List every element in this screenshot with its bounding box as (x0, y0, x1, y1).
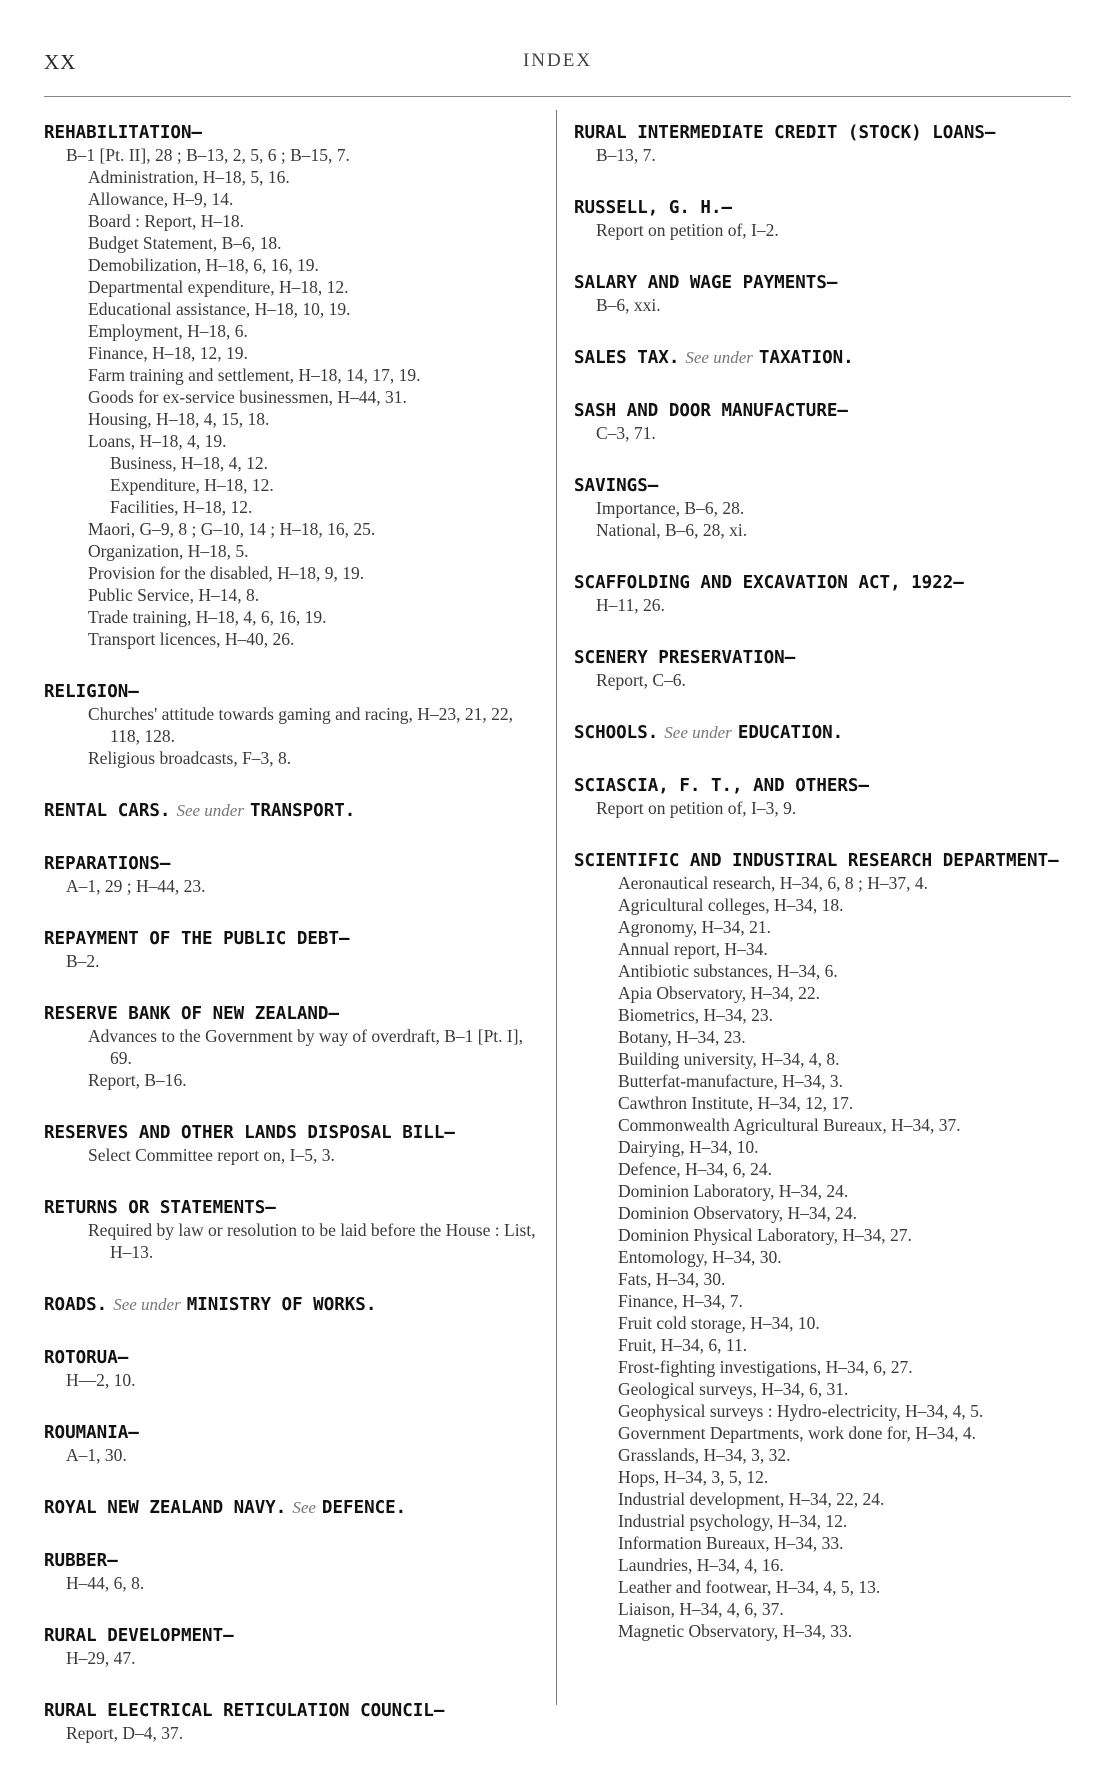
sub-entry: Churches' attitude towards gaming and racing, H–23, 21, 22, 118, 128. (88, 704, 514, 746)
entry-reference: C–3, 71. (596, 423, 656, 443)
heading-text: SCIENTIFIC AND INDUSTIRAL RESEARCH DEPARTMENT— (574, 851, 1059, 871)
column-divider (556, 110, 557, 1705)
heading-text: SCHOOLS. (574, 723, 659, 743)
sub-entry: Botany, H–34, 23. (618, 1027, 746, 1047)
right-column (574, 122, 1072, 1673)
sub-entry: Transport licences, H–40, 26. (88, 629, 295, 649)
heading-text: SCIASCIA, F. T., AND OTHERS— (574, 776, 870, 796)
index-entry (574, 400, 1072, 444)
sub-entry: Dominion Laboratory, H–34, 24. (618, 1181, 849, 1201)
entry-reference: Importance, B–6, 28. (596, 498, 745, 518)
heading-text: RENTAL CARS. (44, 801, 171, 821)
sub-entry: Government Departments, work done for, H–34, 4. (618, 1423, 976, 1443)
sub-entry: Board : Report, H–18. (88, 211, 245, 231)
heading-text: RURAL ELECTRICAL RETICULATION COUNCIL— (44, 1701, 445, 1721)
sub-entry: Educational assistance, H–18, 10, 19. (88, 299, 351, 319)
heading-text: ROUMANIA— (44, 1423, 139, 1443)
header-rule (44, 96, 1071, 97)
sub-entry: Geological surveys, H–34, 6, 31. (618, 1379, 849, 1399)
sub-entry: Required by law or resolution to be laid before the House : List, H–13. (88, 1220, 536, 1262)
sub-entry: Information Bureaux, H–34, 33. (618, 1533, 844, 1553)
entry-heading (574, 850, 1072, 872)
index-entry (44, 1003, 544, 1091)
entry-heading (574, 475, 1072, 497)
sub-entry: Fats, H–34, 30. (618, 1269, 726, 1289)
heading-text: SAVINGS— (574, 476, 659, 496)
index-entry (574, 572, 1072, 616)
see-reference: See under (664, 723, 732, 742)
index-entry (44, 122, 544, 650)
entry-heading (44, 1625, 544, 1647)
sub-entry: Religious broadcasts, F–3, 8. (88, 748, 292, 768)
index-entry (44, 1122, 544, 1166)
index-entry (574, 347, 1072, 369)
heading-text: REHABILITATION— (44, 123, 203, 143)
index-entry (44, 1625, 544, 1669)
heading-text: ROADS. (44, 1295, 108, 1315)
left-column (44, 122, 544, 1775)
sub-entry: Organization, H–18, 5. (88, 541, 249, 561)
running-head: INDEX (522, 50, 593, 71)
index-entry (44, 681, 544, 769)
sub-entry: Magnetic Observatory, H–34, 33. (618, 1621, 853, 1641)
sub-entry: Geophysical surveys : Hydro-electricity, H–34, 4, 5. (618, 1401, 984, 1421)
see-reference: See under (176, 801, 244, 820)
heading-text: RUSSELL, G. H.— (574, 198, 733, 218)
see-target: TRANSPORT. (249, 801, 356, 821)
index-entry (44, 1294, 544, 1316)
see-reference: See (292, 1498, 316, 1517)
index-entry (44, 853, 544, 897)
see-target: MINISTRY OF WORKS. (186, 1295, 377, 1315)
heading-text: RESERVE BANK OF NEW ZEALAND— (44, 1004, 340, 1024)
sub-entry: Advances to the Government by way of overdraft, B–1 [Pt. I], 69. (88, 1026, 523, 1068)
entry-reference: A–1, 29 ; H–44, 23. (66, 876, 206, 896)
sub-entry: Facilities, H–18, 12. (110, 497, 253, 517)
see-reference: See under (685, 348, 753, 367)
entry-heading (44, 1122, 544, 1144)
heading-text: SALES TAX. (574, 348, 680, 368)
entry-heading (574, 722, 1072, 744)
sub-entry: Frost-fighting investigations, H–34, 6, 27. (618, 1357, 913, 1377)
heading-text: SALARY AND WAGE PAYMENTS— (574, 273, 838, 293)
sub-entry: Dominion Physical Laboratory, H–34, 27. (618, 1225, 912, 1245)
sub-entry: Apia Observatory, H–34, 22. (618, 983, 821, 1003)
sub-entry: Demobilization, H–18, 6, 16, 19. (88, 255, 319, 275)
sub-entry: Defence, H–34, 6, 24. (618, 1159, 773, 1179)
index-entry (44, 800, 544, 822)
entry-heading (44, 122, 544, 144)
sub-entry: Loans, H–18, 4, 19. (88, 431, 227, 451)
heading-text: RURAL INTERMEDIATE CREDIT (STOCK) LOANS— (574, 123, 996, 143)
entry-reference: H–11, 26. (596, 595, 665, 615)
sub-entry: Trade training, H–18, 4, 6, 16, 19. (88, 607, 327, 627)
sub-entry: Public Service, H–14, 8. (88, 585, 260, 605)
sub-entry: Administration, H–18, 5, 16. (88, 167, 290, 187)
sub-entry: Aeronautical research, H–34, 6, 8 ; H–37, 4. (618, 873, 929, 893)
heading-text: SCENERY PRESERVATION— (574, 648, 796, 668)
sub-entry: Fruit cold storage, H–34, 10. (618, 1313, 820, 1333)
page-number: XX (44, 50, 77, 74)
sub-entry: Industrial development, H–34, 22, 24. (618, 1489, 885, 1509)
sub-entry: Allowance, H–9, 14. (88, 189, 234, 209)
entry-reference: H—2, 10. (66, 1370, 136, 1390)
entry-heading (44, 1294, 544, 1316)
entry-heading (44, 1550, 544, 1572)
sub-entry: Dairying, H–34, 10. (618, 1137, 759, 1157)
heading-text: REPAYMENT OF THE PUBLIC DEBT— (44, 929, 350, 949)
sub-entry: Cawthron Institute, H–34, 12, 17. (618, 1093, 854, 1113)
sub-entry: Dominion Observatory, H–34, 24. (618, 1203, 857, 1223)
entry-heading (574, 647, 1072, 669)
sub-entry: Leather and footwear, H–34, 4, 5, 13. (618, 1577, 881, 1597)
entry-heading (574, 272, 1072, 294)
heading-text: SCAFFOLDING AND EXCAVATION ACT, 1922— (574, 573, 964, 593)
heading-text: ROTORUA— (44, 1348, 129, 1368)
sub-entry: Report, B–16. (88, 1070, 187, 1090)
entry-reference: A–1, 30. (66, 1445, 127, 1465)
sub-entry: Grasslands, H–34, 3, 32. (618, 1445, 791, 1465)
see-reference: See under (113, 1295, 181, 1314)
heading-text: RETURNS OR STATEMENTS— (44, 1198, 276, 1218)
index-entry (44, 1197, 544, 1263)
entry-heading (574, 400, 1072, 422)
sub-entry: Building university, H–34, 4, 8. (618, 1049, 840, 1069)
index-entry (44, 1497, 544, 1519)
sub-entry: Finance, H–34, 7. (618, 1291, 743, 1311)
entry-reference: H–29, 47. (66, 1648, 136, 1668)
heading-text: REPARATIONS— (44, 854, 171, 874)
sub-entry: Farm training and settlement, H–18, 14, 17, 19. (88, 365, 421, 385)
heading-text: RUBBER— (44, 1551, 118, 1571)
entry-reference: Report, C–6. (596, 670, 686, 690)
sub-entry: Liaison, H–34, 4, 6, 37. (618, 1599, 784, 1619)
entry-heading (44, 1497, 544, 1519)
entry-heading (44, 928, 544, 950)
index-entry (44, 1550, 544, 1594)
sub-entry: Finance, H–18, 12, 19. (88, 343, 248, 363)
sub-entry: Provision for the disabled, H–18, 9, 19. (88, 563, 365, 583)
sub-entry: Commonwealth Agricultural Bureaux, H–34, 37. (618, 1115, 961, 1135)
entry-reference: H–44, 6, 8. (66, 1573, 145, 1593)
sub-entry: Laundries, H–34, 4, 16. (618, 1555, 784, 1575)
entry-reference: National, B–6, 28, xi. (596, 520, 748, 540)
entry-heading (574, 572, 1072, 594)
index-entry (574, 475, 1072, 541)
sub-entry: Maori, G–9, 8 ; G–10, 14 ; H–18, 16, 25. (88, 519, 376, 539)
heading-text: RELIGION— (44, 682, 139, 702)
index-entry (574, 850, 1072, 1642)
entry-reference: Report, D–4, 37. (66, 1723, 184, 1743)
index-entry (574, 722, 1072, 744)
index-entry (44, 928, 544, 972)
heading-text: RURAL DEVELOPMENT— (44, 1626, 234, 1646)
entry-reference: B–2. (66, 951, 100, 971)
entry-heading (44, 1700, 544, 1722)
entry-heading (44, 1347, 544, 1369)
entry-reference: Report on petition of, I–2. (596, 220, 779, 240)
sub-entry: Housing, H–18, 4, 15, 18. (88, 409, 270, 429)
entry-heading (574, 347, 1072, 369)
entry-heading (44, 1003, 544, 1025)
index-entry (44, 1700, 544, 1744)
entry-heading (44, 1422, 544, 1444)
sub-entry: Business, H–18, 4, 12. (110, 453, 268, 473)
entry-reference: B–13, 7. (596, 145, 656, 165)
sub-entry: Butterfat-manufacture, H–34, 3. (618, 1071, 843, 1091)
index-entry (574, 775, 1072, 819)
entry-heading (44, 800, 544, 822)
index-entry (44, 1347, 544, 1391)
heading-text: SASH AND DOOR MANUFACTURE— (574, 401, 848, 421)
sub-entry: Fruit, H–34, 6, 11. (618, 1335, 748, 1355)
entry-reference: B–1 [Pt. II], 28 ; B–13, 2, 5, 6 ; B–15, 7. (66, 145, 350, 165)
entry-heading (574, 775, 1072, 797)
heading-text: ROYAL NEW ZEALAND NAVY. (44, 1498, 287, 1518)
sub-entry: Departmental expenditure, H–18, 12. (88, 277, 349, 297)
entry-heading (574, 122, 1072, 144)
entry-heading (574, 197, 1072, 219)
entry-reference: B–6, xxi. (596, 295, 661, 315)
index-entry (574, 272, 1072, 316)
page-header (44, 50, 1071, 78)
index-entry (574, 197, 1072, 241)
index-entry (574, 122, 1072, 166)
sub-entry: Employment, H–18, 6. (88, 321, 248, 341)
sub-entry: Antibiotic substances, H–34, 6. (618, 961, 838, 981)
heading-text: RESERVES AND OTHER LANDS DISPOSAL BILL— (44, 1123, 455, 1143)
see-target: EDUCATION. (737, 723, 844, 743)
sub-entry: Agronomy, H–34, 21. (618, 917, 771, 937)
sub-entry: Entomology, H–34, 30. (618, 1247, 782, 1267)
sub-entry: Industrial psychology, H–34, 12. (618, 1511, 848, 1531)
sub-entry: Expenditure, H–18, 12. (110, 475, 274, 495)
index-entry (574, 647, 1072, 691)
sub-entry: Annual report, H–34. (618, 939, 768, 959)
index-entry (44, 1422, 544, 1466)
entry-heading (44, 681, 544, 703)
sub-entry: Select Committee report on, I–5, 3. (88, 1145, 335, 1165)
sub-entry: Budget Statement, B–6, 18. (88, 233, 282, 253)
sub-entry: Biometrics, H–34, 23. (618, 1005, 774, 1025)
entry-reference: Report on petition of, I–3, 9. (596, 798, 797, 818)
see-target: DEFENCE. (321, 1498, 407, 1518)
sub-entry: Agricultural colleges, H–34, 18. (618, 895, 844, 915)
see-target: TAXATION. (758, 348, 854, 368)
sub-entry: Goods for ex-service businessmen, H–44, 31. (88, 387, 407, 407)
entry-heading (44, 1197, 544, 1219)
sub-entry: Hops, H–34, 3, 5, 12. (618, 1467, 769, 1487)
entry-heading (44, 853, 544, 875)
